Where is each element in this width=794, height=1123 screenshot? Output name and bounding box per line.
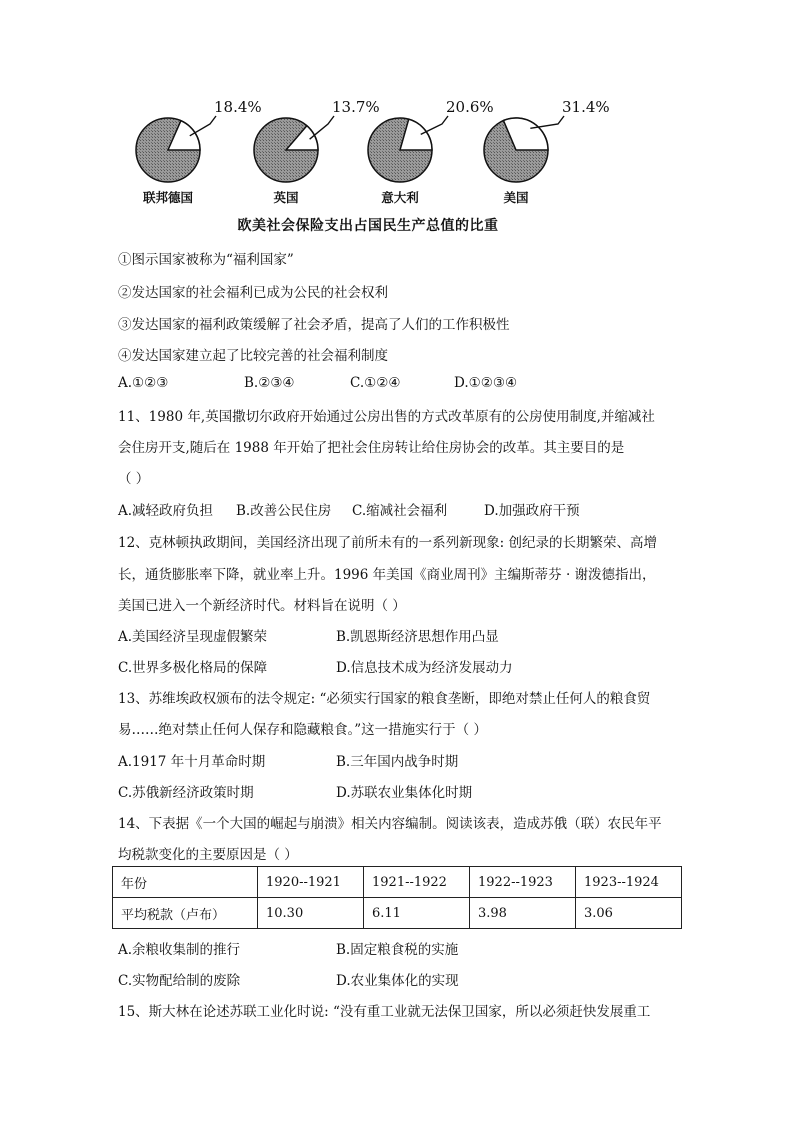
pie-country-label: 英国 bbox=[273, 190, 299, 205]
pie-percent-label: 18.4% bbox=[214, 98, 262, 116]
table-cell: 1920--1921 bbox=[258, 867, 364, 898]
q12-option-d[interactable]: D.信息技术成为经济发展动力 bbox=[336, 660, 513, 676]
q12-line-1: 12、克林顿执政期间，美国经济出现了前所未有的一系列新现象: 创纪录的长期繁荣、高增 bbox=[118, 535, 658, 551]
q13-option-b[interactable]: B.三年国内战争时期 bbox=[336, 754, 459, 770]
pie-country-label: 意大利 bbox=[381, 190, 419, 205]
table-cell: 1921--1922 bbox=[364, 867, 470, 898]
pie-leader-3 bbox=[421, 116, 448, 134]
q10-statement-2: ②发达国家的社会福利已成为公民的社会权利 bbox=[118, 285, 388, 301]
q11-option-d[interactable]: D.加强政府干预 bbox=[484, 503, 580, 519]
q10-option-d[interactable]: D.①②③④ bbox=[454, 375, 518, 391]
pie-country-label: 联邦德国 bbox=[142, 190, 193, 205]
q13-option-a[interactable]: A.1917 年十月革命时期 bbox=[118, 754, 266, 770]
pie-leader-2 bbox=[310, 116, 334, 139]
q13-line-2: 易……绝对禁止任何人保存和隐藏粮食。”这一措施实行于（ ） bbox=[118, 722, 487, 738]
q10-statement-1: ①图示国家被称为“福利国家” bbox=[118, 252, 294, 268]
table-cell: 3.06 bbox=[576, 898, 682, 929]
pie-percent-label: 13.7% bbox=[332, 98, 380, 116]
q11-option-a[interactable]: A.减轻政府负担 bbox=[118, 503, 214, 519]
q11-line-3: （ ） bbox=[118, 471, 150, 487]
q11-line-1: 11、1980 年,英国撒切尔政府开始通过公房出售的方式改革原有的公房使用制度,并缩减社 bbox=[118, 409, 655, 425]
table-cell: 年份 bbox=[113, 867, 258, 898]
q10-statement-4: ④发达国家建立起了比较完善的社会福利制度 bbox=[118, 348, 388, 364]
table-header-row bbox=[113, 867, 682, 898]
chart-title: 欧美社会保险支出占国民生产总值的比重 bbox=[237, 218, 499, 234]
q11-option-b[interactable]: B.改善公民住房 bbox=[236, 503, 332, 519]
q10-option-a[interactable]: A.①②③ bbox=[118, 375, 169, 391]
q10-statement-3: ③发达国家的福利政策缓解了社会矛盾，提高了人们的工作积极性 bbox=[118, 317, 510, 333]
table-cell: 6.11 bbox=[364, 898, 470, 929]
q13-option-d[interactable]: D.苏联农业集体化时期 bbox=[336, 785, 473, 801]
q14-option-d[interactable]: D.农业集体化的实现 bbox=[336, 973, 459, 989]
pie-country-label: 美国 bbox=[503, 190, 529, 205]
q14-line-2: 均税款变化的主要原因是（ ） bbox=[118, 847, 298, 863]
table-cell: 10.30 bbox=[258, 898, 364, 929]
q13-option-c[interactable]: C.苏俄新经济政策时期 bbox=[118, 785, 254, 801]
q14-option-a[interactable]: A.余粮收集制的推行 bbox=[118, 942, 241, 958]
pie-chart-figure bbox=[128, 98, 608, 238]
pie-percent-label: 20.6% bbox=[446, 98, 494, 116]
table-cell: 平均税款（卢布） bbox=[113, 898, 258, 929]
q14-line-1: 14、下表据《一个大国的崛起与崩溃》相关内容编制。阅读该表，造成苏俄（联）农民年平 bbox=[118, 816, 662, 832]
q11-line-2: 会住房开支,随后在 1988 年开始了把社会住房转让给住房协会的改革。其主要目的是 bbox=[118, 440, 625, 456]
q13-line-1: 13、苏维埃政权颁布的法令规定: “必须实行国家的粮食垄断，即绝对禁止任何人的粮食贸 bbox=[118, 691, 651, 707]
pie-percent-label: 31.4% bbox=[562, 98, 610, 116]
q11-option-c[interactable]: C.缩减社会福利 bbox=[352, 503, 448, 519]
q12-option-a[interactable]: A.美国经济呈现虚假繁荣 bbox=[118, 629, 268, 645]
q12-option-b[interactable]: B.凯恩斯经济思想作用凸显 bbox=[336, 629, 499, 645]
table-cell: 3.98 bbox=[470, 898, 576, 929]
table-cell: 1923--1924 bbox=[576, 867, 682, 898]
table-row bbox=[113, 898, 682, 929]
q12-line-3: 美国已进入一个新经济时代。材料旨在说明（ ） bbox=[118, 598, 406, 614]
tax-table bbox=[112, 866, 682, 929]
q10-option-c[interactable]: C.①②④ bbox=[350, 375, 401, 391]
q14-option-b[interactable]: B.固定粮食税的实施 bbox=[336, 942, 459, 958]
q15-line-1: 15、斯大林在论述苏联工业化时说: “没有重工业就无法保卫国家，所以必须赶快发展重工 bbox=[118, 1004, 651, 1020]
q14-option-c[interactable]: C.实物配给制的废除 bbox=[118, 973, 241, 989]
q10-option-b[interactable]: B.②③④ bbox=[244, 375, 295, 391]
pie-leader-1 bbox=[190, 116, 216, 136]
table-cell: 1922--1923 bbox=[470, 867, 576, 898]
q12-line-2: 长，通货膨胀率下降，就业率上升。1996 年美国《商业周刊》主编斯蒂芬 · 谢泼德指出， bbox=[118, 567, 656, 583]
q12-option-c[interactable]: C.世界多极化格局的保障 bbox=[118, 660, 268, 676]
